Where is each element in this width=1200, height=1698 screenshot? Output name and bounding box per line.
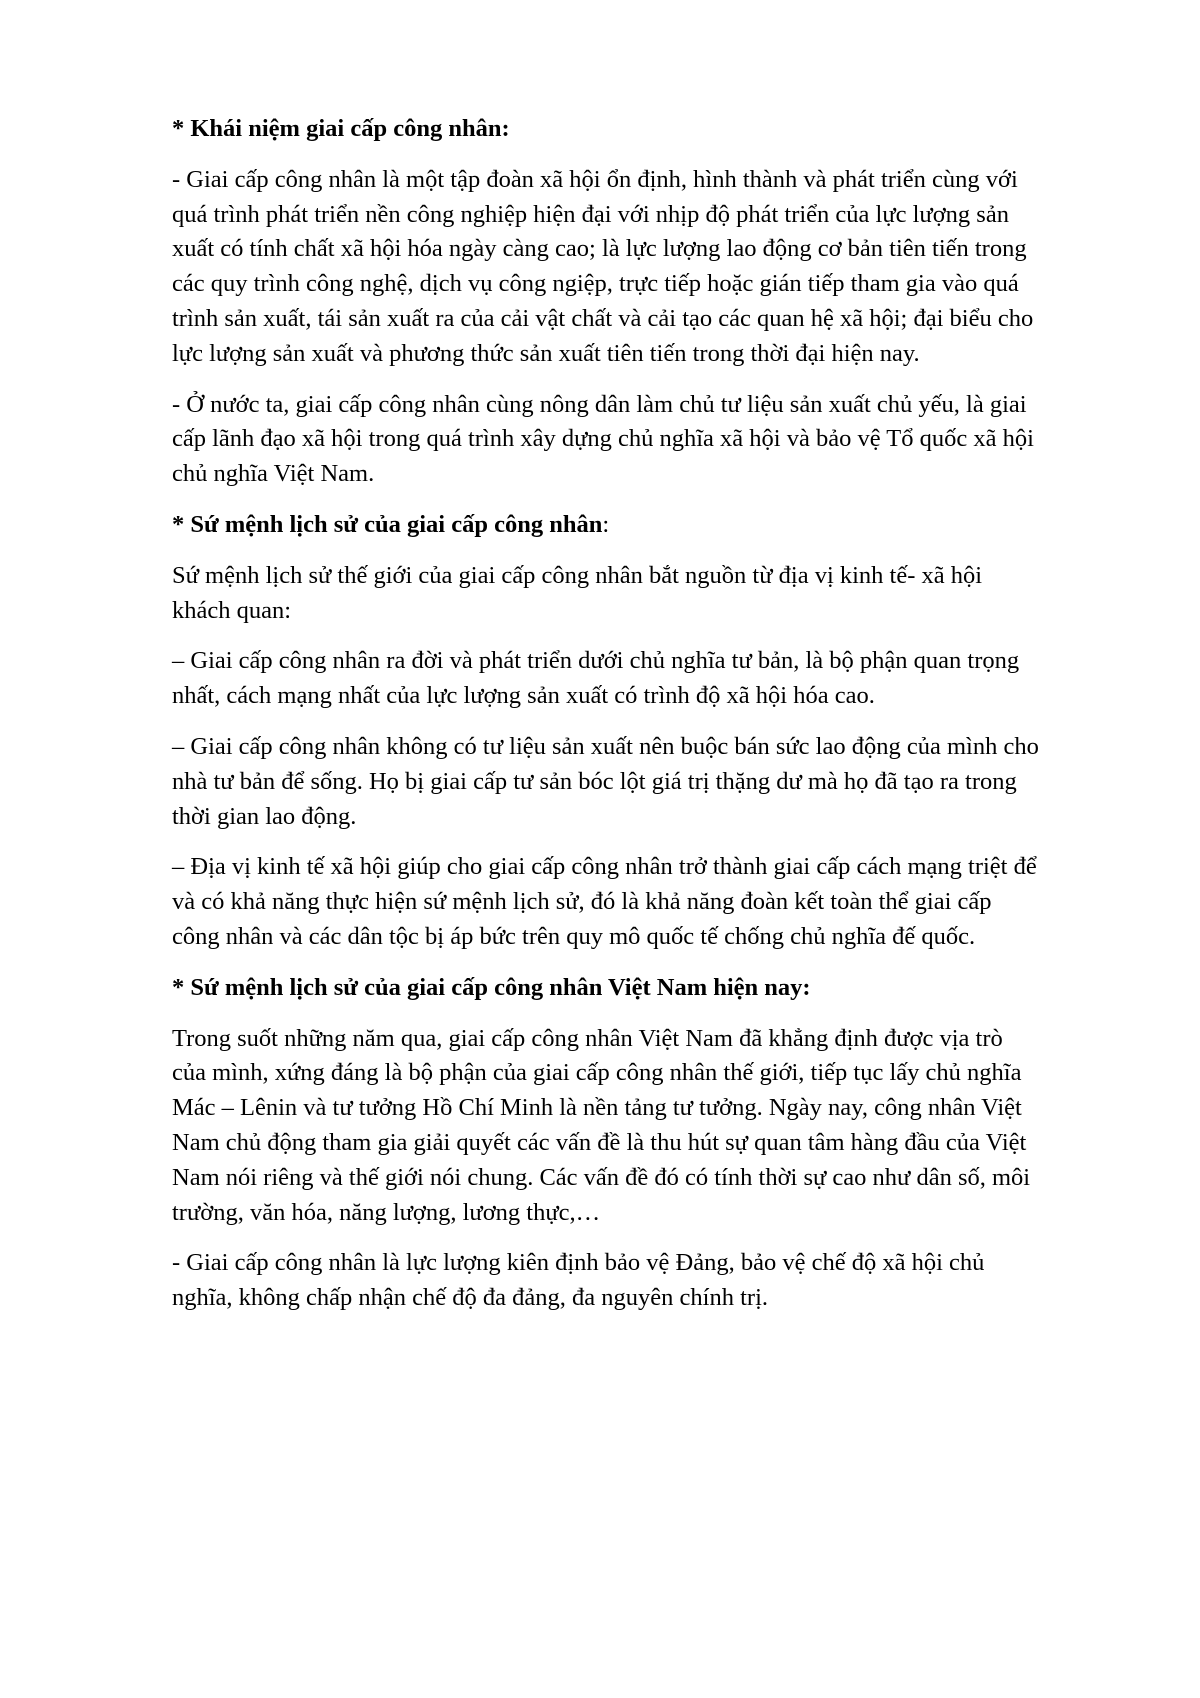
paragraph: Trong suốt những năm qua, giai cấp công nhân Việt Nam đã khẳng định được vịa trò của mình, xứng đáng là bộ phận của giai cấp công nhân thế giới, tiếp tục lấy chủ nghĩa Mác – Lênin và tư tưởng Hồ Chí Minh là nền tảng tư tưởng. Ngày nay, công nhân Việt Nam chủ động tham gia giải quyết các vấn đề là thu hút sự quan tâm hàng đầu của Việt Nam nói riêng và thế giới nói chung. Các vấn đề đó có tính thời sự cao như dân số, môi trường, văn hóa, năng lượng, lương thực,…: [172, 1024, 1031, 1226]
section-heading-text: * Sứ mệnh lịch sử của giai cấp công nhân: [172, 510, 603, 538]
section-heading-colon: :: [602, 510, 610, 538]
section-heading-worker-class-concept: * Khái niệm giai cấp công nhân:: [172, 115, 510, 142]
document-body: [172, 112, 1040, 1332]
paragraph: - Ở nước ta, giai cấp công nhân cùng nông dân làm chủ tư liệu sản xuất chủ yếu, là giai cấp lãnh đạo xã hội trong quá trình xây dựng chủ nghĩa xã hội và bảo vệ Tổ quốc xã hội chủ nghĩa Việt Nam.: [172, 390, 1034, 488]
section-heading-vietnam-mission: * Sứ mệnh lịch sử của giai cấp công nhân Việt Nam hiện nay:: [172, 973, 811, 1001]
paragraph: - Giai cấp công nhân là lực lượng kiên định bảo vệ Đảng, bảo vệ chế độ xã hội chủ nghĩa, không chấp nhận chế độ đa đảng, đa nguyên chính trị.: [172, 1249, 985, 1312]
paragraph: – Địa vị kinh tế xã hội giúp cho giai cấp công nhân trở thành giai cấp cách mạng triệt để và có khả năng thực hiện sứ mệnh lịch sử, đó là khả năng đoàn kết toàn thể giai cấp công nhân và các dân tộc bị áp bức trên quy mô quốc tế chống chủ nghĩa đế quốc.: [172, 853, 1037, 950]
paragraph: Sứ mệnh lịch sử thế giới của giai cấp công nhân bắt nguồn từ địa vị kinh tế- xã hội khách quan:: [172, 561, 983, 624]
section-heading-historical-mission: [172, 508, 1040, 543]
paragraph: – Giai cấp công nhân ra đời và phát triển dưới chủ nghĩa tư bản, là bộ phận quan trọng nhất, cách mạng nhất của lực lượng sản xuất có trình độ xã hội hóa cao.: [172, 647, 1020, 710]
paragraph: - Giai cấp công nhân là một tập đoàn xã hội ổn định, hình thành và phát triển cùng với quá trình phát triển nền công nghiệp hiện đại với nhịp độ phát triển của lực lượng sản xuất có tính chất xã hội hóa ngày càng cao; là lực lượng lao động cơ bản tiên tiến trong các quy trình công nghệ, dịch vụ công ngiệp, trực tiếp hoặc gián tiếp tham gia vào quá trình sản xuất, tái sản xuất ra của cải vật chất và cải tạo các quan hệ xã hội; đại biểu cho lực lượng sản xuất và phương thức sản xuất tiên tiến trong thời đại hiện nay.: [172, 165, 1034, 367]
paragraph: – Giai cấp công nhân không có tư liệu sản xuất nên buộc bán sức lao động của mình cho nhà tư bản để sống. Họ bị giai cấp tư sản bóc lột giá trị thặng dư mà họ đã tạo ra trong thời gian lao động.: [172, 732, 1039, 830]
